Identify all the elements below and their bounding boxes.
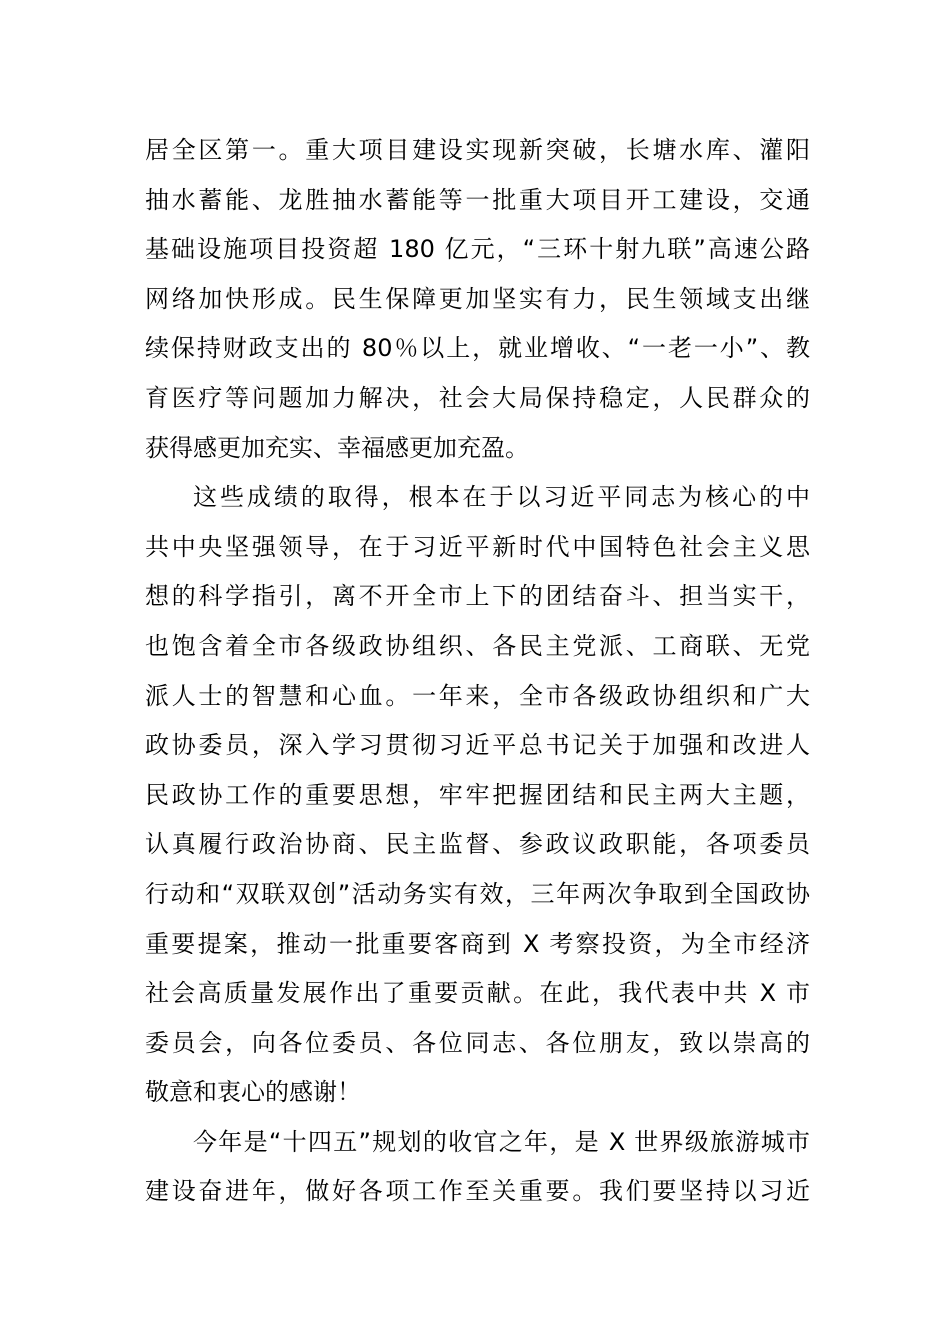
text-line: 派人士的智慧和心血。一年来，全市各级政协组织和广大 xyxy=(145,681,810,710)
text-line: 抽水蓄能、龙胜抽水蓄能等一批重大项目开工建设，交通 xyxy=(145,185,810,214)
text-line: 敬意和衷心的感谢！ xyxy=(145,1078,361,1107)
text-line: 续保持财政支出的 80％以上，就业增收、“一老一小”、教 xyxy=(145,334,810,363)
text-line: 认真履行政治协商、民主监督、参政议政职能，各项委员 xyxy=(145,830,810,859)
text-line: 社会高质量发展作出了重要贡献。在此，我代表中共 X 市 xyxy=(145,979,810,1008)
text-line: 网络加快形成。民生保障更加坚实有力，民生领域支出继 xyxy=(145,284,810,313)
text-line: 政协委员，深入学习贯彻习近平总书记关于加强和改进人 xyxy=(145,731,810,760)
text-line: 民政协工作的重要思想，牢牢把握团结和民主两大主题， xyxy=(145,780,810,809)
paragraph-first-line: 这些成绩的取得，根本在于以习近平同志为核心的中 xyxy=(193,483,810,512)
text-line: 基础设施项目投资超 180 亿元，“三环十射九联”高速公路 xyxy=(145,235,810,264)
text-line: 行动和“双联双创”活动务实有效，三年两次争取到全国政协 xyxy=(145,879,810,908)
text-line: 建设奋进年，做好各项工作至关重要。我们要坚持以习近 xyxy=(145,1177,810,1206)
text-line: 共中央坚强领导，在于习近平新时代中国特色社会主义思 xyxy=(145,532,810,561)
text-line: 育医疗等问题加力解决，社会大局保持稳定，人民群众的 xyxy=(145,383,810,412)
paragraph-first-line: 今年是“十四五”规划的收官之年，是 X 世界级旅游城市 xyxy=(193,1127,810,1156)
text-line: 居全区第一。重大项目建设实现新突破，长塘水库、灌阳 xyxy=(145,136,810,164)
text-line: 重要提案，推动一批重要客商到 X 考察投资，为全市经济 xyxy=(145,929,810,958)
text-line: 想的科学指引，离不开全市上下的团结奋斗、担当实干， xyxy=(145,582,810,611)
document-body xyxy=(145,126,810,1217)
text-line: 获得感更加充实、幸福感更加充盈。 xyxy=(145,433,529,462)
text-line: 委员会，向各位委员、各位同志、各位朋友，致以崇高的 xyxy=(145,1028,810,1057)
text-line: 也饱含着全市各级政协组织、各民主党派、工商联、无党 xyxy=(145,631,810,660)
